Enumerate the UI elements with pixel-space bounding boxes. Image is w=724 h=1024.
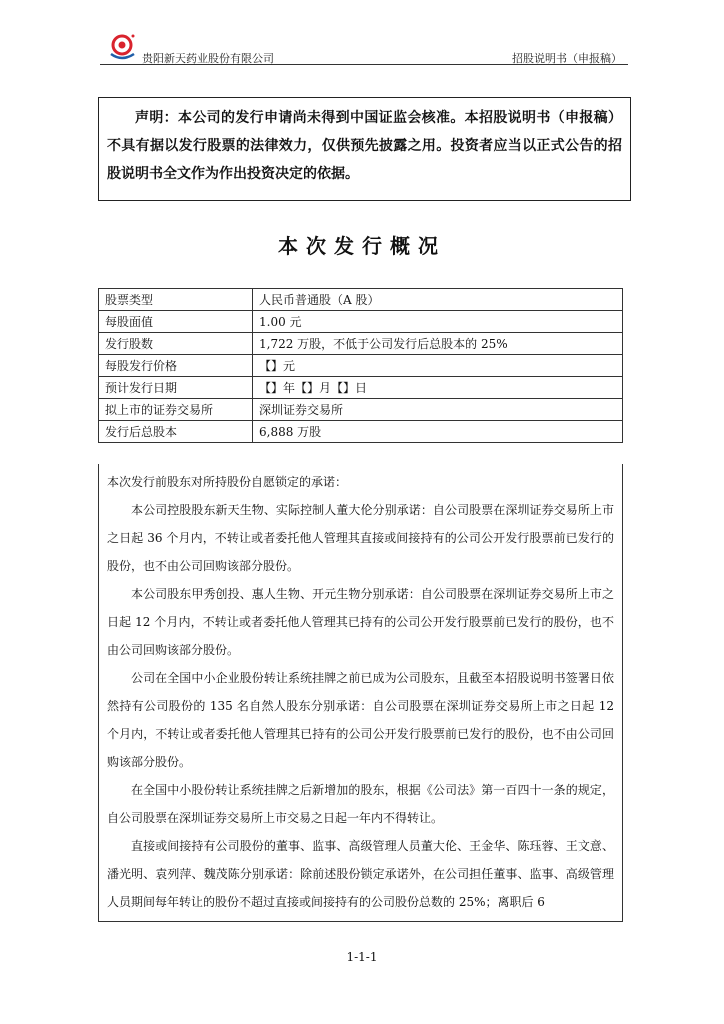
commitment-paragraph: 直接或间接持有公司股份的董事、监事、高级管理人员董大伦、王金华、陈珏蓉、王文意、潘光明、袁列萍、魏茂陈分别承诺：除前述股份锁定承诺外，在公司担任董事、监事、高级管理人员期间每年转让的股份不超过直接或间接持有的公司股份总数的 25%；离职后 6 (107, 839, 614, 909)
lockup-commitment-section (98, 464, 623, 922)
row-value: 【】年【】月【】日 (253, 377, 623, 399)
company-logo-icon (108, 32, 138, 62)
row-value: 6,888 万股 (253, 421, 623, 443)
table-row (99, 289, 623, 311)
page-header (100, 30, 628, 65)
document-type: 招股说明书（申报稿） (512, 52, 622, 65)
row-value: 【】元 (253, 355, 623, 377)
commitment-paragraph: 本公司股东甲秀创投、惠人生物、开元生物分别承诺：自公司股票在深圳证券交易所上市之日起 12 个月内，不转让或者委托他人管理其已持有的公司公开发行股票前已发行的股份，也不由公司回购该部分股份。 (107, 587, 614, 657)
page-title: 本次发行概况 (278, 234, 446, 258)
table-row (99, 311, 623, 333)
row-value: 1,722 万股，不低于公司发行后总股本的 25% (253, 333, 623, 355)
page-number: 1-1-1 (346, 950, 378, 964)
row-label: 发行股数 (99, 333, 253, 355)
commitment-heading: 本次发行前股东对所持股份自愿锁定的承诺： (107, 475, 348, 489)
table-row (99, 355, 623, 377)
row-label: 发行后总股本 (99, 421, 253, 443)
disclaimer-box: 声明：本公司的发行申请尚未得到中国证监会核准。本招股说明书（申报稿）不具有据以发行股票的法律效力，仅供预先披露之用。投资者应当以正式公告的招股说明书全文作为作出投资决定的依据。 (98, 97, 631, 201)
commitment-paragraph: 在全国中小股份转让系统挂牌之后新增加的股东，根据《公司法》第一百四十一条的规定，自公司股票在深圳证券交易所上市交易之日起一年内不得转让。 (107, 783, 614, 825)
offering-summary-table (98, 288, 623, 443)
commitment-paragraph: 公司在全国中小企业股份转让系统挂牌之前已成为公司股东，且截至本招股说明书签署日依然持有公司股份的 135 名自然人股东分别承诺：自公司股票在深圳证券交易所上市之日起 12 个月内，不转让或者委托他人管理其已持有的公司公开发行股票前已发行的股份，也不由公司回购该部分股份。 (107, 671, 614, 769)
row-value: 1.00 元 (253, 311, 623, 333)
table-row (99, 421, 623, 443)
row-value: 人民币普通股（A 股） (253, 289, 623, 311)
row-label: 每股发行价格 (99, 355, 253, 377)
row-label: 股票类型 (99, 289, 253, 311)
table-row (99, 333, 623, 355)
company-name: 贵阳新天药业股份有限公司 (142, 52, 274, 65)
row-label: 预计发行日期 (99, 377, 253, 399)
row-value: 深圳证券交易所 (253, 399, 623, 421)
commitment-paragraph: 本公司控股股东新天生物、实际控制人董大伦分别承诺：自公司股票在深圳证券交易所上市之日起 36 个月内，不转让或者委托他人管理其直接或间接持有的公司公开发行股票前已发行的股份，也不由公司回购该部分股份。 (107, 503, 614, 573)
table-row (99, 377, 623, 399)
table-row (99, 399, 623, 421)
row-label: 每股面值 (99, 311, 253, 333)
row-label: 拟上市的证券交易所 (99, 399, 253, 421)
